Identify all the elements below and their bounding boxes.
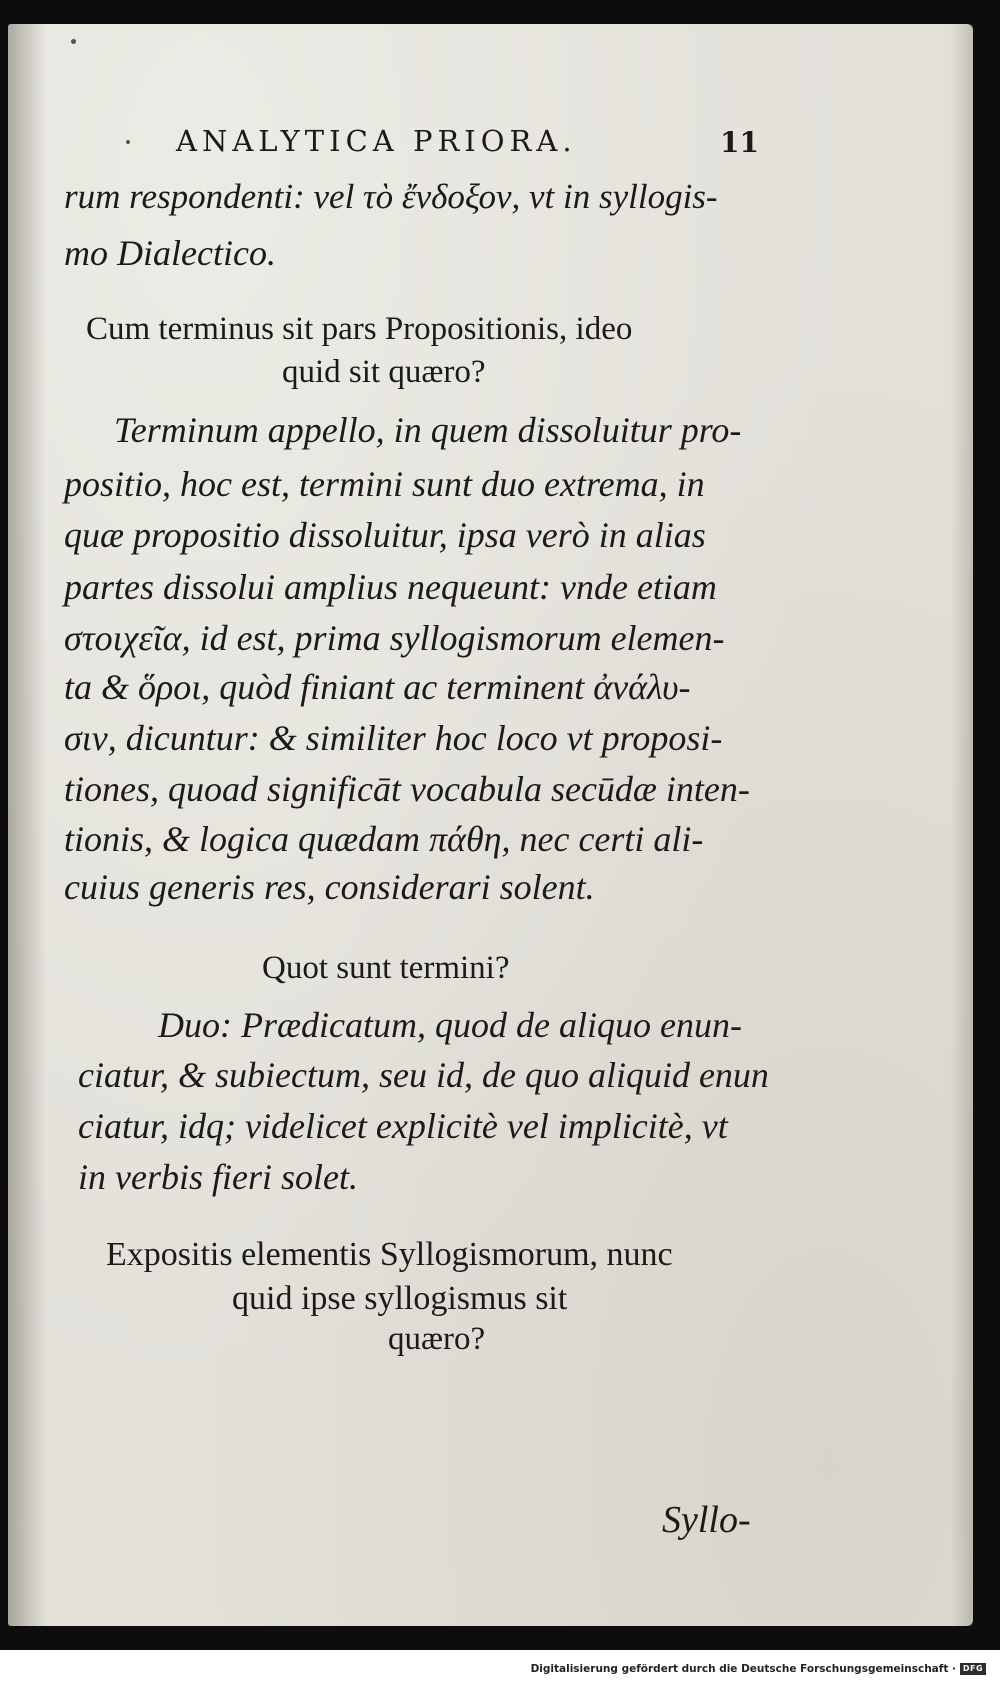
question-heading: quid ipse syllogismus sit [232,1280,568,1317]
question-heading: quid sit quæro? [282,354,486,390]
text-line: partes dissolui amplius nequeunt: vnde etiam [64,567,717,607]
text-line: tiones, quoad significāt vocabula secūdæ inten- [64,769,750,809]
page-edge-shadow [951,24,973,1626]
digitization-credit [531,1663,986,1675]
question-heading: Expositis elementis Syllogismorum, nunc [106,1236,673,1273]
question-heading: quæro? [388,1321,486,1357]
page-gutter-shadow [8,24,46,1626]
page-number: 11 [720,126,759,159]
text-line: ciatur, & subiectum, seu id, de quo aliquid enun [78,1055,769,1095]
text-line: positio, hoc est, termini sunt duo extrema, in [64,464,705,504]
catchword: Syllo- [662,1499,751,1541]
text-line: Terminum appello, in quem dissoluitur pro- [114,410,742,450]
paper-speck [71,39,76,44]
text-line: ta & ὅροι, quòd finiant ac terminent ἀνάλυ- [64,667,691,707]
question-heading: Cum terminus sit pars Propositionis, ideo [86,311,633,347]
text-line: στοιχεῖα, id est, prima syllogismorum elemen- [64,618,725,658]
text-line: rum respondenti: vel τὸ ἔνδοξον, vt in syllogis- [64,177,718,216]
text-line: tionis, & logica quædam πάθη, nec certi ali- [64,819,704,859]
question-heading: Quot sunt termini? [262,950,510,986]
text-line: ciatur, idq; videlicet explicitè vel implicitè, vt [78,1106,728,1146]
credit-text: Digitalisierung gefördert durch die Deutsche Forschungsgemeinschaft · [530,1663,956,1675]
text-line: cuius generis res, considerari solent. [64,867,595,907]
text-line: in verbis fieri solet. [78,1157,358,1197]
running-title: ANALYTICA PRIORA. [176,124,577,158]
paper-speck [126,140,130,144]
text-line: σιν, dicuntur: & similiter hoc loco vt proposi- [64,718,723,758]
dfg-logo: DFG [960,1663,986,1675]
text-line: mo Dialectico. [64,233,276,273]
text-line: Duo: Prædicatum, quod de aliquo enun- [158,1005,742,1045]
text-line: quæ propositio dissoluitur, ipsa verò in alias [64,515,706,555]
